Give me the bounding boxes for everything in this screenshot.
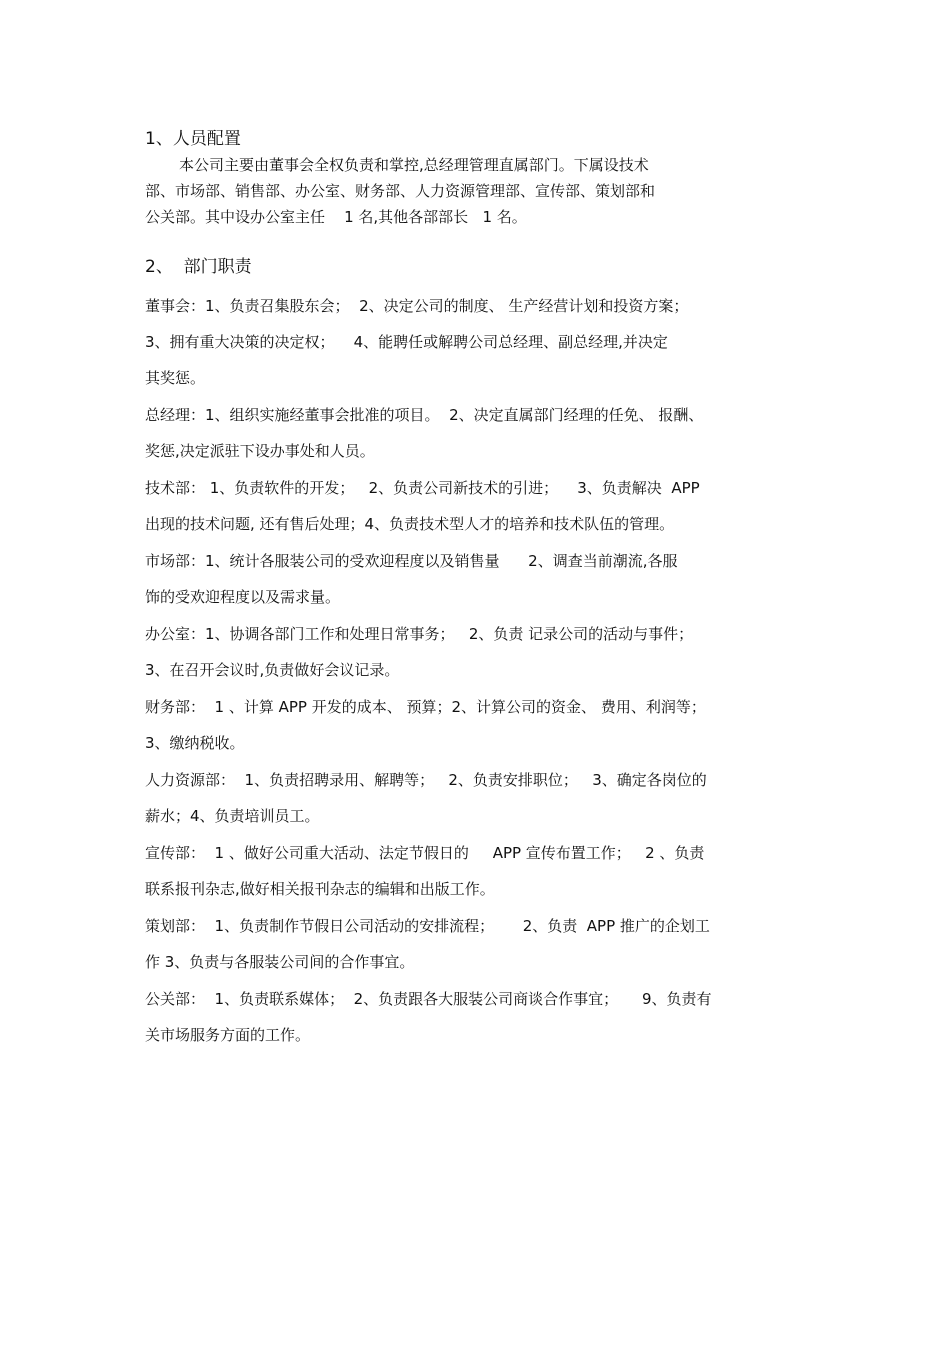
- duty-line: 出现的技术问题, 还有售后处理；4、负责技术型人才的培养和技术队伍的管理。: [145, 515, 675, 533]
- duty-line: 3、在召开会议时,负责做好会议记录。: [145, 661, 400, 679]
- duty-publicity: [145, 835, 810, 907]
- duty-finance: [145, 689, 810, 761]
- section-1-title: 1、人员配置: [145, 129, 241, 149]
- duty-public-relations: [145, 981, 810, 1053]
- intro-line: 公关部。其中设办公室主任 1 名,其他各部部长 1 名。: [145, 208, 527, 226]
- section-2-title: 2、 部门职责: [145, 257, 252, 277]
- intro-line: 本公司主要由董事会全权负责和掌控,总经理管理直属部门。下属设技术: [179, 156, 649, 174]
- duty-line: 饰的受欢迎程度以及需求量。: [145, 588, 341, 606]
- duty-marketing: [145, 543, 810, 615]
- duty-office: [145, 616, 810, 688]
- duty-line: 宣传部： 1 、做好公司重大活动、法定节假日的 APP 宣传布置工作； 2 、负责: [145, 844, 705, 862]
- duty-line: 关市场服务方面的工作。: [145, 1026, 311, 1044]
- intro-line: 部、市场部、销售部、办公室、财务部、人力资源管理部、宣传部、策划部和: [145, 182, 656, 200]
- duty-line: 奖惩,决定派驻下设办事处和人员。: [145, 442, 375, 460]
- duty-line: 策划部： 1、负责制作节假日公司活动的安排流程； 2、负责 APP 推广的企划工: [145, 917, 710, 935]
- duty-line: 作 3、负责与各服装公司间的合作事宜。: [145, 953, 415, 971]
- duty-line: 董事会：1、负责召集股东会； 2、决定公司的制度、 生产经营计划和投资方案；: [145, 297, 689, 315]
- document-body: [145, 126, 810, 1054]
- duty-line: 公关部： 1、负责联系媒体； 2、负责跟各大服装公司商谈合作事宜； 9、负责有: [145, 990, 712, 1008]
- duty-technology: [145, 470, 810, 542]
- duty-board: [145, 288, 810, 396]
- duty-line: 薪水；4、负责培训员工。: [145, 807, 320, 825]
- duty-line: 3、拥有重大决策的决定权； 4、能聘任或解聘公司总经理、副总经理,并决定: [145, 333, 668, 351]
- duty-human-resources: [145, 762, 810, 834]
- section-1-intro: [145, 152, 810, 230]
- duty-line: 3、缴纳税收。: [145, 734, 245, 752]
- duty-line: 联系报刊杂志,做好相关报刊杂志的编辑和出版工作。: [145, 880, 495, 898]
- duty-line: 人力资源部： 1、负责招聘录用、解聘等； 2、负责安排职位； 3、确定各岗位的: [145, 771, 707, 789]
- duty-line: 总经理：1、组织实施经董事会批准的项目。 2、决定直属部门经理的任免、 报酬、: [145, 406, 704, 424]
- duty-line: 其奖惩。: [145, 369, 206, 387]
- duty-line: 市场部：1、统计各服装公司的受欢迎程度以及销售量 2、调查当前潮流,各服: [145, 552, 678, 570]
- department-duties-list: [145, 288, 810, 1053]
- duty-line: 办公室：1、协调各部门工作和处理日常事务； 2、负责 记录公司的活动与事件；: [145, 625, 694, 643]
- duty-line: 技术部： 1、负责软件的开发； 2、负责公司新技术的引进； 3、负责解决 APP: [145, 479, 700, 497]
- duty-planning: [145, 908, 810, 980]
- duty-general-manager: [145, 397, 810, 469]
- duty-line: 财务部： 1 、计算 APP 开发的成本、 预算；2、计算公司的资金、 费用、利润等；: [145, 698, 706, 716]
